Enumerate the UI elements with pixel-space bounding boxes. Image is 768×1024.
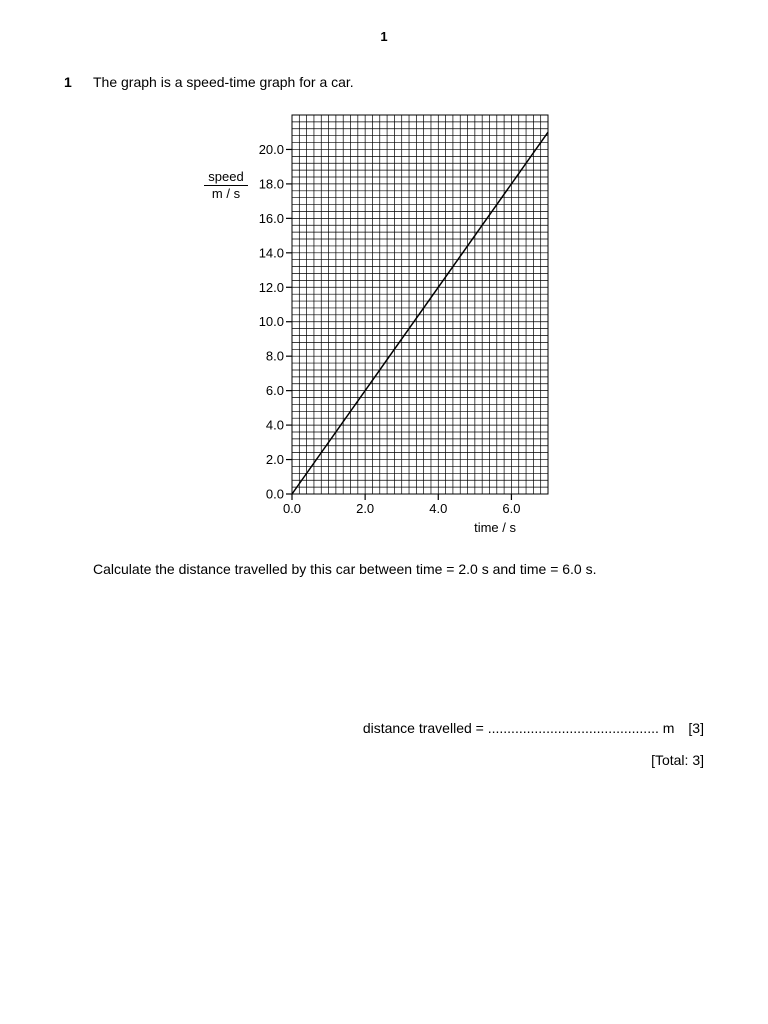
x-tick-label: 6.0 — [502, 501, 521, 516]
y-tick-label: 4.0 — [265, 417, 284, 433]
page-number: 1 — [380, 29, 388, 44]
question-intro: The graph is a speed-time graph for a car. — [93, 74, 354, 90]
question-task: Calculate the distance travelled by this car between time = 2.0 s and time = 6.0 s. — [93, 561, 597, 577]
y-tick-label: 0.0 — [265, 486, 284, 502]
marks: [3] — [688, 720, 704, 736]
y-tick-label: 12.0 — [258, 279, 284, 295]
y-tick-label: 20.0 — [258, 141, 284, 157]
y-axis-label: speed — [204, 170, 248, 186]
question-number: 1 — [64, 74, 72, 90]
speed-line — [292, 132, 548, 494]
y-tick-label: 6.0 — [265, 383, 284, 399]
y-tick-label: 18.0 — [258, 176, 284, 192]
y-tick-label: 10.0 — [258, 314, 284, 330]
answer-label: distance travelled = ............................................ m — [362, 720, 675, 736]
y-tick-label: 14.0 — [258, 245, 284, 261]
y-tick-label: 2.0 — [265, 452, 284, 468]
y-tick-label: 16.0 — [258, 210, 284, 226]
answer-line — [363, 720, 704, 736]
y-tick-label: 8.0 — [265, 348, 284, 364]
x-tick-label: 0.0 — [282, 501, 302, 516]
x-tick-label: 2.0 — [356, 501, 375, 516]
total-marks: [Total: 3] — [651, 752, 704, 768]
y-axis-unit: m / s — [211, 186, 241, 201]
plot-frame — [292, 115, 548, 494]
x-tick-label: 4.0 — [429, 501, 448, 516]
x-axis-title: time / s — [474, 520, 516, 535]
